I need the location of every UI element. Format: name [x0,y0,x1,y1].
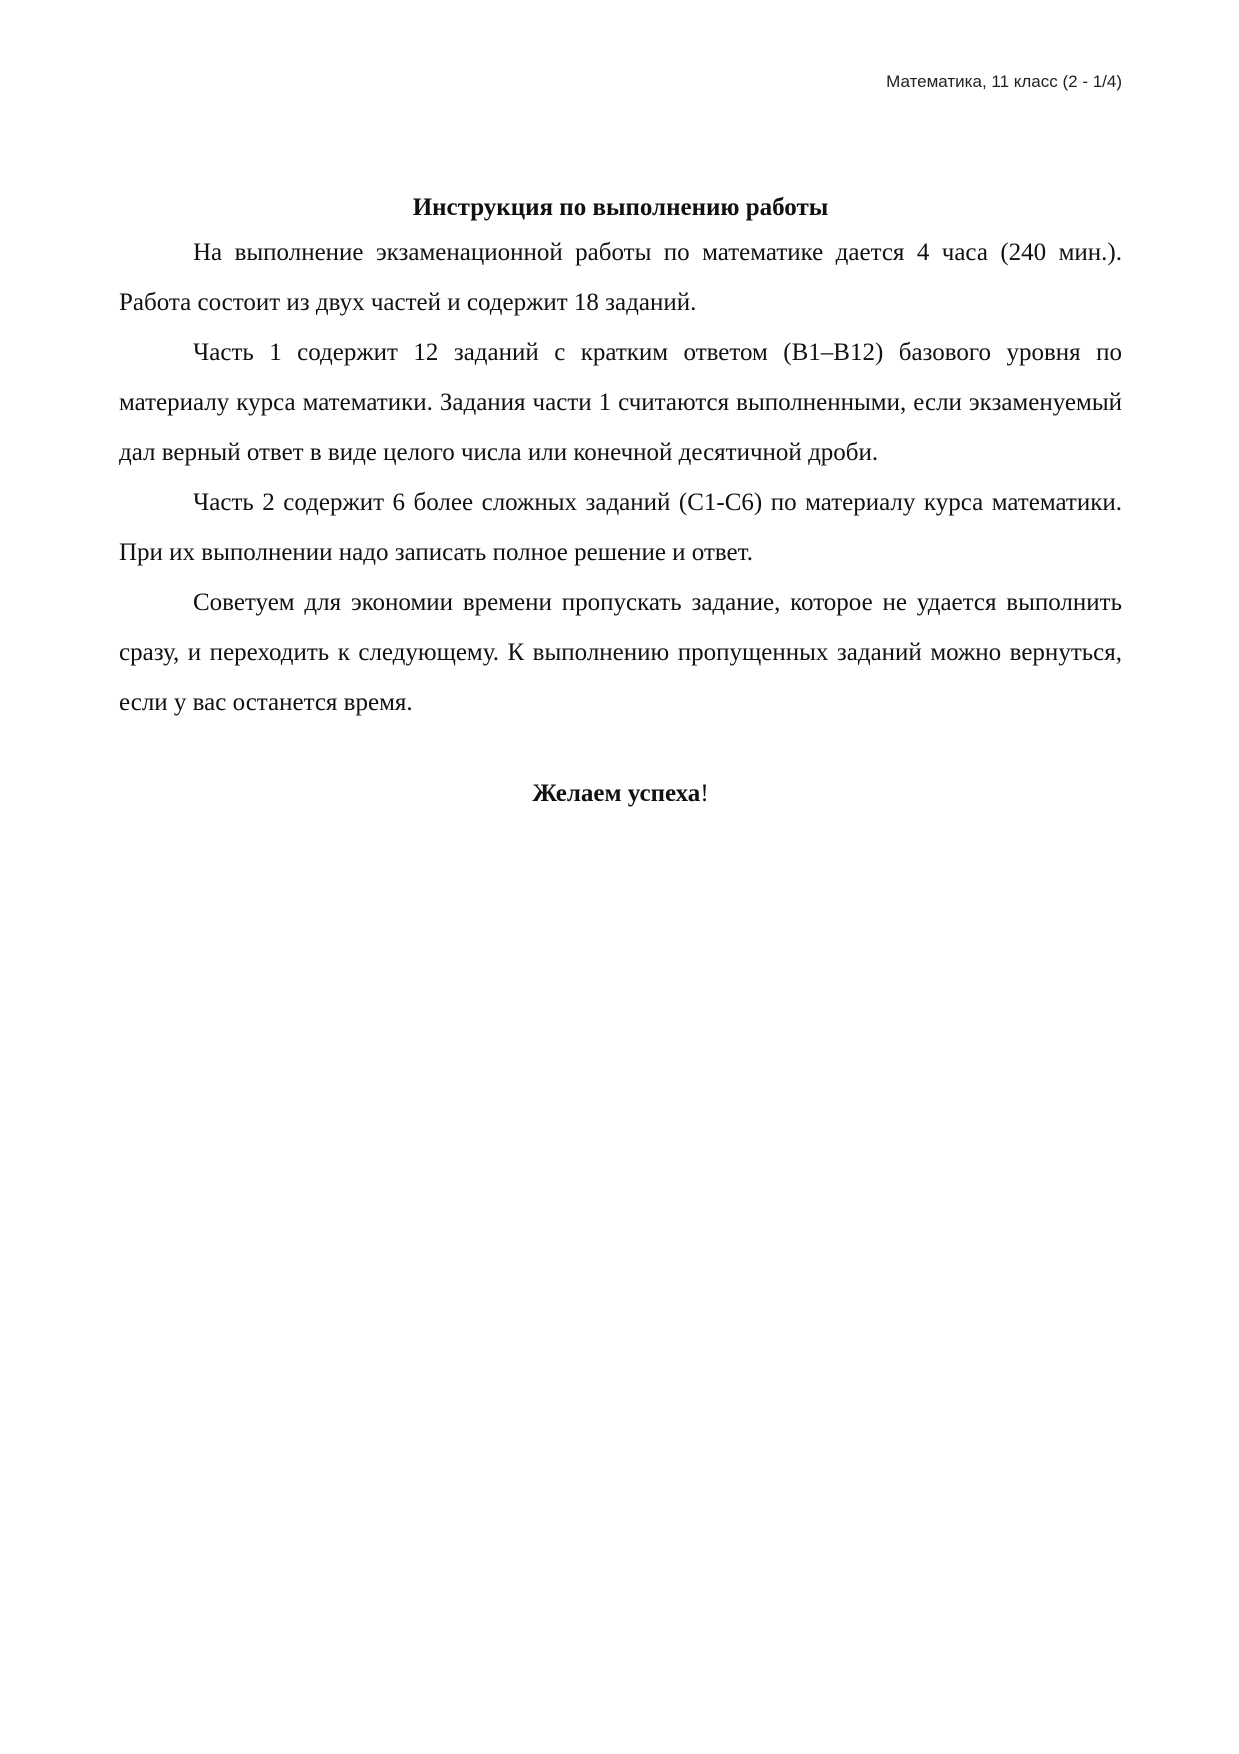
page-running-header: Математика, 11 класс (2 - 1/4) [886,72,1122,91]
closing-wish-punctuation: ! [700,780,709,807]
page-title: Инструкция по выполнению работы [412,194,829,221]
paragraph-part-1: Часть 1 содержит 12 заданий с кратким ответом (В1–В12) базового уровня по материалу курса математики. Задания части 1 считаются выполненными, если экзаменуемый дал верный ответ в виде целого числа или конечной десятичной дроби. [119,339,1122,466]
closing-wish-text: Желаем успеха [532,780,701,807]
paragraph-duration: На выполнение экзаменационной работы по математике дается 4 часа (240 мин.). Работа состоит из двух частей и содержит 18 заданий. [119,239,1122,316]
paragraph-advice: Советуем для экономии времени пропускать задание, которое не удается выполнить сразу, и переходить к следующему. К выполнению пропущенных заданий можно вернуться, если у вас останется время. [119,589,1122,716]
paragraph-part-2: Часть 2 содержит 6 более сложных заданий (С1-С6) по материалу курса математики. При их выполнении надо записать полное решение и ответ. [119,489,1122,566]
document-body [119,190,1122,819]
closing-wish [119,769,1122,819]
